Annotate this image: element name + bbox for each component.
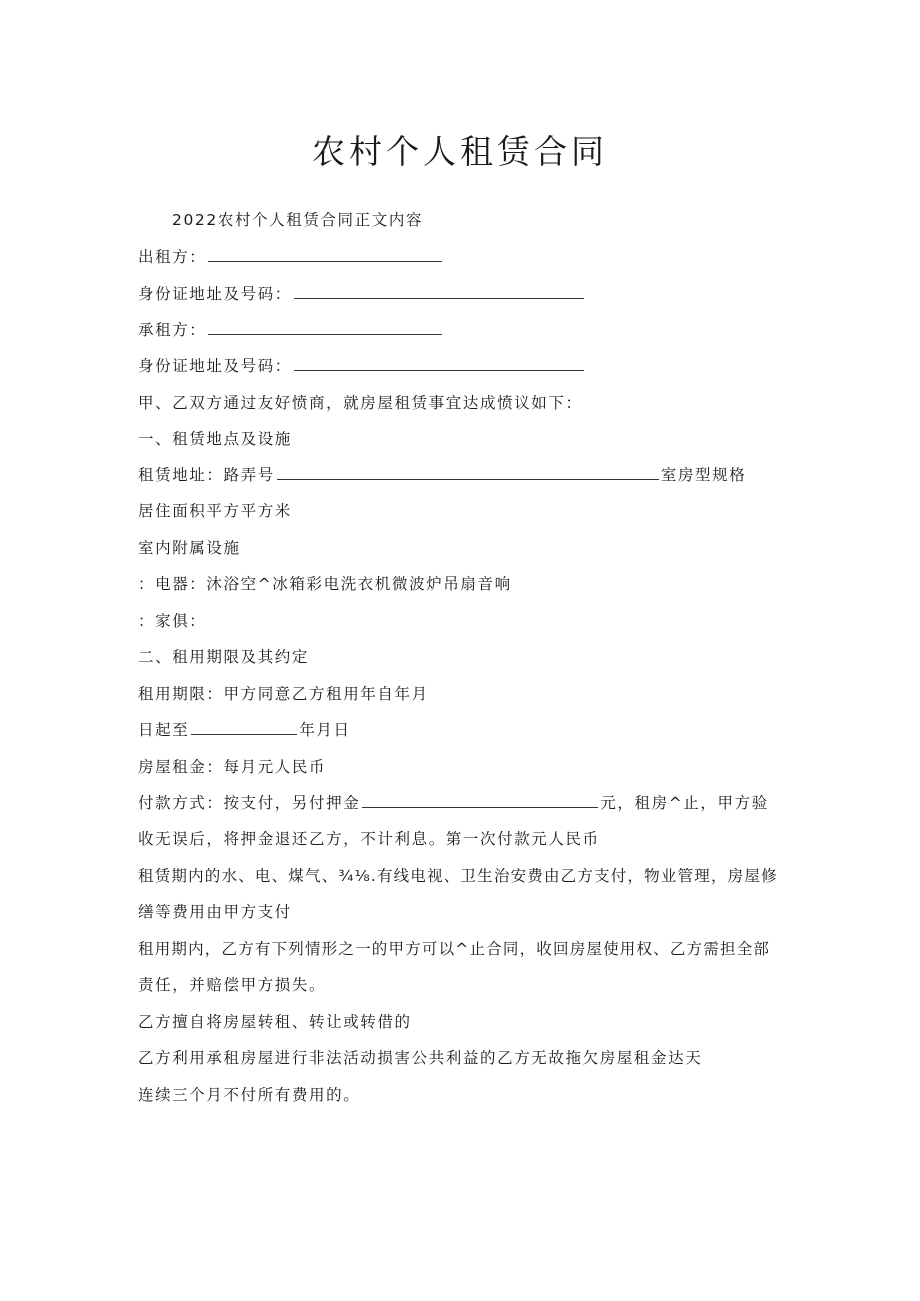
term-line: 租用期限：甲方同意乙方租用年自年月: [138, 685, 429, 703]
term-end-line: [138, 720, 351, 740]
area-line: 居住面积平方平方米: [138, 502, 292, 520]
section-2-heading: 二、租用期限及其约定: [138, 648, 310, 666]
lessee-id-line: [138, 356, 586, 376]
utilities-line-2: 缮等费用由甲方支付: [138, 903, 292, 921]
lessee-blank: [208, 320, 442, 335]
section-1-heading: 一、租赁地点及设施: [138, 430, 292, 448]
lessee-label: 承租方：: [138, 321, 207, 339]
termination-line-2: 责任，并赔偿甲方损失。: [138, 976, 327, 994]
address-suffix: 室房型规格: [660, 466, 747, 484]
lessee-line: [138, 320, 444, 340]
document-title: 农村个人租赁合同: [312, 132, 608, 171]
address-line: [138, 465, 746, 485]
address-blank: [277, 465, 659, 480]
lessee-id-blank: [294, 356, 584, 371]
intro-paragraph: 甲、乙双方通过友好愤商，就房屋租赁事宜达成愤议如下：: [138, 394, 583, 412]
document-subtitle: 2022农村个人租赁合同正文内容: [172, 211, 424, 229]
facilities-line: 室内附属设施: [138, 539, 241, 557]
rent-line: 房屋租金：每月元人民币: [138, 758, 327, 776]
case-3-line: 连续三个月不付所有费用的。: [138, 1086, 361, 1104]
lessee-id-label: 身份证地址及号码：: [138, 357, 292, 375]
termination-line: 租用期内，乙方有下列情形之一的甲方可以^止合同，收回房屋使用权、乙方需担全部: [138, 940, 771, 958]
lessor-line: [138, 247, 444, 267]
appliances-line: ：电器：沐浴空^冰箱彩电洗衣机微波炉吊扇音响: [138, 575, 512, 593]
lessor-label: 出租方：: [138, 248, 207, 266]
lessor-id-blank: [294, 284, 584, 299]
payment-suffix: 元，租房^止，甲方验: [600, 794, 769, 812]
utilities-line: 租赁期内的水、电、煤气、¾⅛.有线电视、卫生治安费由乙方支付，物业管理，房屋修: [138, 867, 778, 885]
term-end-suffix: 年月日: [299, 721, 351, 739]
case-1-line: 乙方擅自将房屋转租、转让或转借的: [138, 1013, 412, 1031]
address-label: 租赁地址：路弄号: [138, 466, 275, 484]
payment-line-2: 收无误后，将押金退还乙方，不计利息。第一次付款元人民币: [138, 830, 600, 848]
furniture-line: ：家俱：: [138, 612, 207, 630]
deposit-blank: [362, 793, 598, 808]
case-2-line: 乙方利用承租房屋进行非法活动损害公共利益的乙方无故拖欠房屋租金达天: [138, 1049, 703, 1067]
lessor-id-label: 身份证地址及号码：: [138, 285, 292, 303]
term-end-label: 日起至: [138, 721, 190, 739]
lessor-blank: [208, 247, 442, 262]
term-end-blank: [191, 720, 297, 735]
lessor-id-line: [138, 284, 586, 304]
payment-line: [138, 793, 769, 813]
payment-label: 付款方式：按支付，另付押金: [138, 794, 361, 812]
